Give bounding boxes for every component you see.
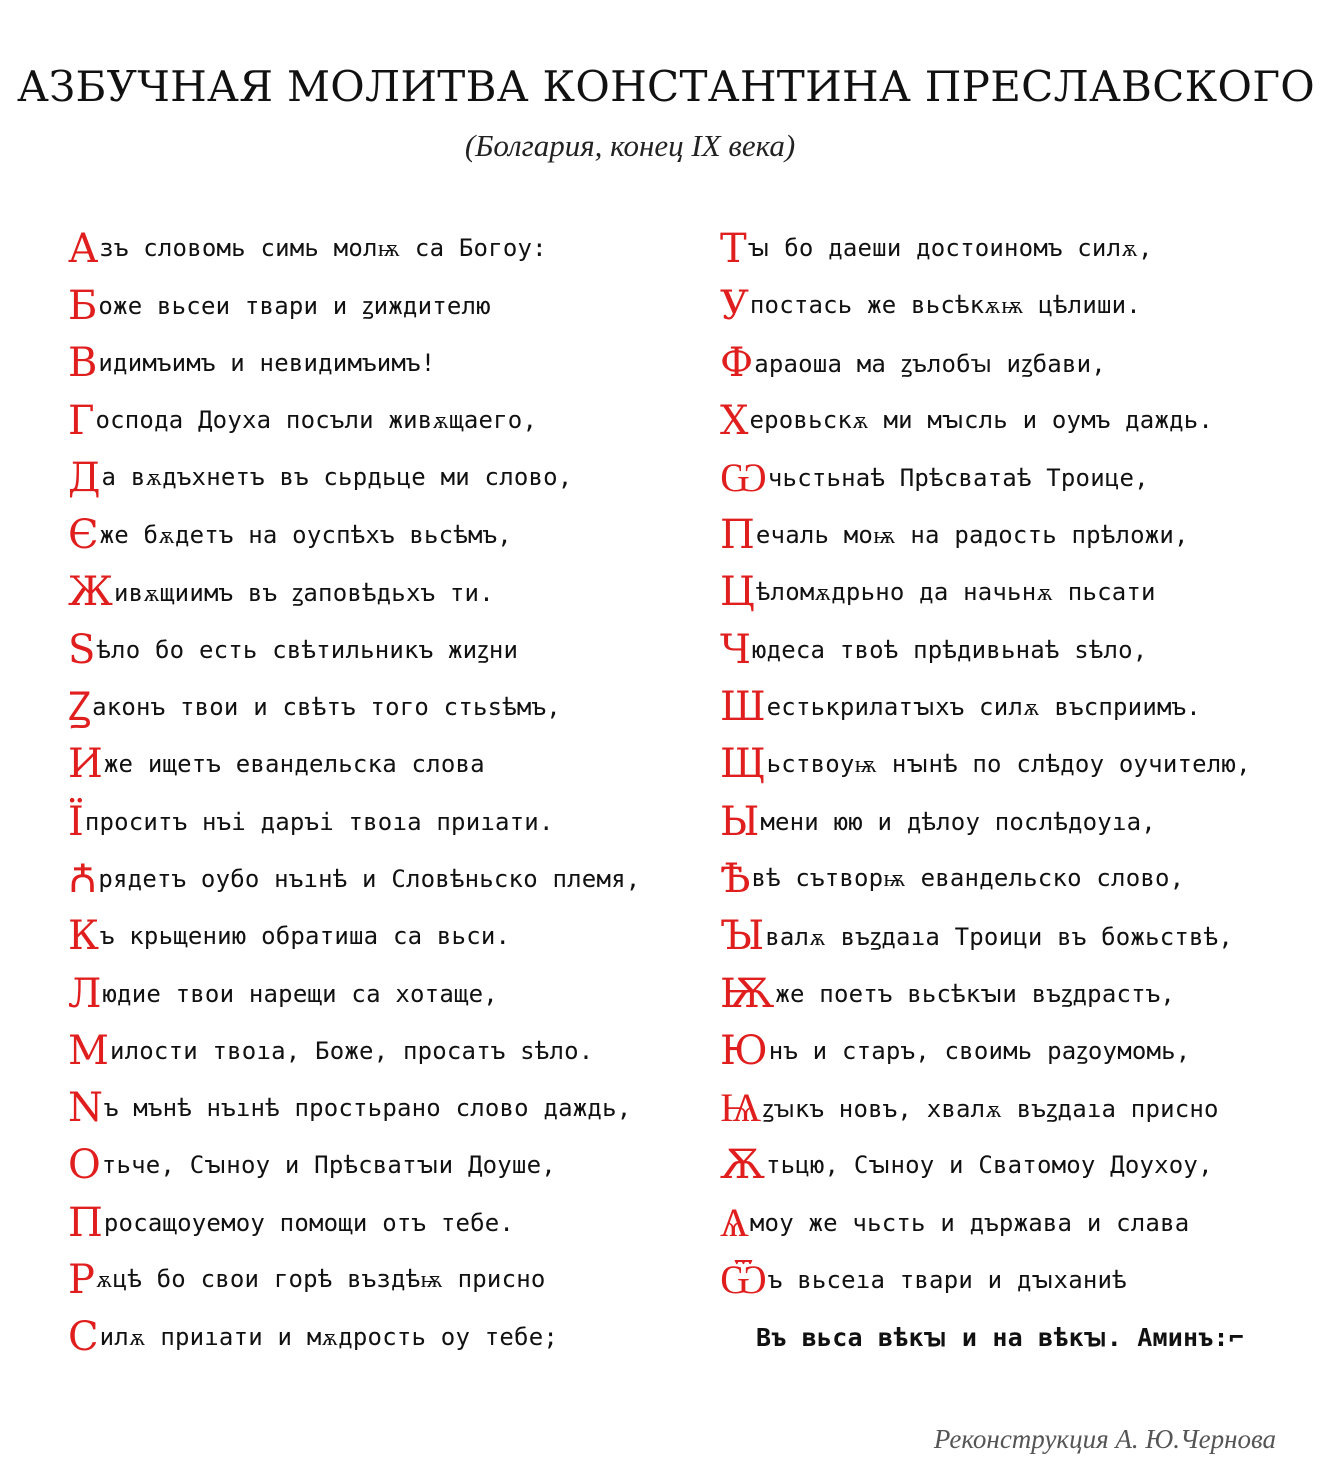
red-initial-letter: Л bbox=[68, 970, 102, 1017]
red-initial-letter: П bbox=[68, 1199, 103, 1246]
line-text: тьцю, Сꙑноу и Сватомоу Доухоу, bbox=[765, 1151, 1213, 1180]
line-text: илости твоıа, Боже, просатъ ѕѣло. bbox=[109, 1036, 594, 1065]
right-prayer-line bbox=[720, 1022, 1320, 1079]
line-text: нъ и старъ, своимь раꙁоумомь, bbox=[768, 1037, 1191, 1066]
red-initial-letter: О bbox=[68, 1142, 101, 1189]
right-prayer-line bbox=[720, 908, 1320, 965]
red-initial-letter: Ш bbox=[720, 684, 766, 731]
line-text: ѫцѣ бо свои горѣ въздѣѭ присно bbox=[95, 1265, 546, 1294]
line-text: оже вьсеи твари и ꙁиждителю bbox=[98, 292, 491, 321]
line-text: естькрилатꙑхъ силѫ въсприимъ. bbox=[766, 692, 1201, 721]
red-initial-letter: Ꙉ bbox=[68, 855, 98, 902]
line-text: рядетъ оубо нъıнѣ и Словѣньско племя, bbox=[98, 864, 641, 893]
red-initial-letter: Ѡ bbox=[720, 454, 767, 501]
right-prayer-line bbox=[720, 793, 1320, 850]
left-prayer-line bbox=[68, 1194, 668, 1251]
left-prayer-line bbox=[68, 335, 668, 392]
line-text: проситъ нъі даръі твоıа приıати. bbox=[84, 807, 554, 836]
line-text: ѣломѫдрьно да начьнѫ пьсати bbox=[755, 577, 1156, 606]
left-prayer-line bbox=[68, 736, 668, 793]
line-text: росащоуемоу помощи отъ тебе. bbox=[103, 1208, 515, 1237]
right-prayer-line bbox=[720, 736, 1320, 793]
red-initial-letter: А bbox=[68, 225, 99, 272]
line-text: ечаль моѭ на радость прѣложи, bbox=[755, 520, 1189, 549]
right-prayer-line bbox=[720, 850, 1320, 907]
right-prayer-line bbox=[720, 277, 1320, 334]
red-initial-letter: Ж bbox=[68, 569, 113, 616]
right-prayer-line bbox=[720, 965, 1320, 1022]
line-text: еровьскѫ ми мꙑсль и оумъ даждь. bbox=[749, 406, 1214, 435]
line-text: же ищетъ евандельска слова bbox=[103, 750, 485, 779]
left-prayer-line bbox=[68, 793, 668, 850]
page-subtitle: (Болгария, конец IX века) bbox=[464, 128, 796, 163]
reconstruction-credit: Реконструкция А. Ю.Чернова bbox=[933, 1424, 1276, 1454]
left-prayer-line bbox=[68, 220, 668, 277]
line-text: валѫ въꙁдаıа Троици въ божьствѣ, bbox=[765, 922, 1233, 951]
right-prayer-line bbox=[720, 621, 1320, 678]
line-text: ъ вьсеıа твари и дꙑханиѣ bbox=[767, 1265, 1127, 1294]
left-prayer-line bbox=[68, 506, 668, 563]
line-text: чьстьнаѣ Прѣсватаѣ Троице, bbox=[767, 463, 1149, 492]
left-prayer-line bbox=[68, 908, 668, 965]
line-text: идимъимъ и невидимъимъ! bbox=[98, 349, 436, 378]
red-initial-letter: Ѭ bbox=[720, 970, 775, 1017]
red-initial-letter: Ѿ bbox=[720, 1256, 767, 1303]
left-prayer-line bbox=[68, 850, 668, 907]
red-initial-letter: У bbox=[720, 282, 749, 329]
line-text: ьствоуѭ нꙑнѣ по слѣдоу оучителю, bbox=[766, 749, 1251, 778]
red-initial-letter: Ѧ bbox=[720, 1199, 749, 1246]
line-text: ѣло бо есть свѣтильникъ жиꙁни bbox=[96, 636, 519, 665]
line-text: тьче, Сꙑноу и Прѣсватꙑи Доуше, bbox=[101, 1151, 556, 1180]
line-text: ивѫщиимъ въ ꙁаповѣдьхъ ти. bbox=[113, 578, 494, 607]
red-initial-letter: Ї bbox=[68, 798, 84, 845]
line-text: Въ вьса вѣкꙑ и на вѣкꙑ. Аминъ:⌐ bbox=[756, 1322, 1244, 1352]
red-initial-letter: П bbox=[720, 512, 755, 559]
line-text: ъ мънѣ нъıнѣ простьрано слово даждь, bbox=[104, 1094, 632, 1123]
line-text: ꙁꙑкъ новъ, хвалѫ въꙁдаıа присно bbox=[762, 1094, 1219, 1123]
red-initial-letter: N bbox=[68, 1085, 103, 1132]
red-initial-letter: Г bbox=[68, 397, 95, 444]
line-text: вѣ сътворѭ евандельско слово, bbox=[751, 864, 1185, 893]
red-initial-letter: Ч bbox=[720, 626, 751, 673]
red-initial-letter: С bbox=[68, 1314, 99, 1361]
right-prayer-line bbox=[720, 564, 1320, 621]
right-prayer-line bbox=[720, 220, 1320, 277]
right-prayer-line bbox=[720, 335, 1320, 392]
line-text: юдие твои нарещи са хотаще, bbox=[102, 979, 498, 1008]
right-prayer-line bbox=[720, 678, 1320, 735]
right-prayer-line bbox=[720, 1137, 1320, 1194]
line-text: постась же вьсѣкѫѭ цѣлиши. bbox=[749, 291, 1141, 320]
right-column bbox=[720, 220, 1320, 1366]
line-text: араоша ма ꙁълобꙑ иꙁбави, bbox=[754, 349, 1106, 378]
left-prayer-line bbox=[68, 564, 668, 621]
red-initial-letter: Ф bbox=[720, 340, 754, 387]
red-initial-letter: Р bbox=[68, 1256, 95, 1303]
red-initial-letter: Щ bbox=[720, 741, 766, 788]
red-initial-letter: Б bbox=[68, 282, 98, 329]
red-initial-letter: Ы bbox=[720, 798, 760, 845]
left-prayer-line bbox=[68, 621, 668, 678]
right-prayer-line bbox=[720, 1251, 1320, 1308]
left-prayer-line bbox=[68, 449, 668, 506]
page-title: АЗБУЧНАЯ МОЛИТВА КОНСТАНТИНА ПРЕСЛАВСКОГО bbox=[16, 62, 1316, 111]
left-prayer-line bbox=[68, 1251, 668, 1308]
right-prayer-line bbox=[720, 392, 1320, 449]
line-text: же бѫдетъ на оуспѣхъ вьсѣмъ, bbox=[99, 520, 512, 549]
right-prayer-line bbox=[720, 1194, 1320, 1251]
left-column bbox=[68, 220, 668, 1366]
red-initial-letter: Ѕ bbox=[68, 626, 96, 673]
red-initial-letter: Ѣ bbox=[720, 855, 751, 902]
red-initial-letter: Ц bbox=[720, 569, 755, 616]
left-prayer-line bbox=[68, 277, 668, 334]
line-text: а вѫдъхнетъ въ сьрдьце ми слово, bbox=[101, 463, 573, 492]
right-prayer-line bbox=[756, 1309, 1320, 1366]
red-initial-letter: Ѩ bbox=[720, 1085, 762, 1132]
red-initial-letter: М bbox=[68, 1027, 109, 1074]
red-initial-letter: Т bbox=[720, 225, 747, 272]
left-prayer-line bbox=[68, 1079, 668, 1136]
line-text: ꙑ бо даеши достоиномъ силѫ, bbox=[747, 234, 1153, 263]
line-text: же поетъ вьсѣкꙑи въꙁдрастъ, bbox=[775, 980, 1176, 1008]
red-initial-letter: Ѫ bbox=[720, 1142, 765, 1189]
red-initial-letter: Є bbox=[68, 512, 99, 559]
line-text: мени юю и дѣлоу послѣдоуıа, bbox=[760, 807, 1156, 836]
left-prayer-line bbox=[68, 678, 668, 735]
red-initial-letter: Д bbox=[68, 454, 101, 501]
red-initial-letter: В bbox=[68, 340, 98, 387]
red-initial-letter: Ꙁ bbox=[68, 684, 92, 731]
left-prayer-line bbox=[68, 392, 668, 449]
line-text: юдеса твоѣ прѣдивьнаѣ ѕѣло, bbox=[751, 635, 1148, 664]
red-initial-letter: К bbox=[68, 913, 99, 960]
red-initial-letter: И bbox=[68, 741, 103, 788]
right-prayer-line bbox=[720, 1079, 1320, 1136]
line-text: оспода Доуха посъли живѫщаего, bbox=[95, 406, 538, 435]
line-text: зъ словомь симь молѭ са Богоу: bbox=[99, 234, 547, 263]
line-text: моу же чьсть и държава и слава bbox=[749, 1208, 1190, 1237]
left-prayer-line bbox=[68, 1137, 668, 1194]
line-text: ъ крьщению обратиша са вьси. bbox=[99, 922, 511, 951]
red-initial-letter: Ю bbox=[720, 1027, 768, 1074]
line-text: аконъ твои и свѣтъ того стьѕѣмъ, bbox=[92, 693, 561, 722]
right-prayer-line bbox=[720, 506, 1320, 563]
right-prayer-line bbox=[720, 449, 1320, 506]
left-prayer-line bbox=[68, 1309, 668, 1366]
line-text: илѫ приıати и мѫдрость оу тебе; bbox=[99, 1322, 559, 1351]
red-initial-letter: Ꙑ bbox=[720, 913, 765, 960]
left-prayer-line bbox=[68, 965, 668, 1022]
left-prayer-line bbox=[68, 1022, 668, 1079]
red-initial-letter: Х bbox=[720, 397, 749, 444]
